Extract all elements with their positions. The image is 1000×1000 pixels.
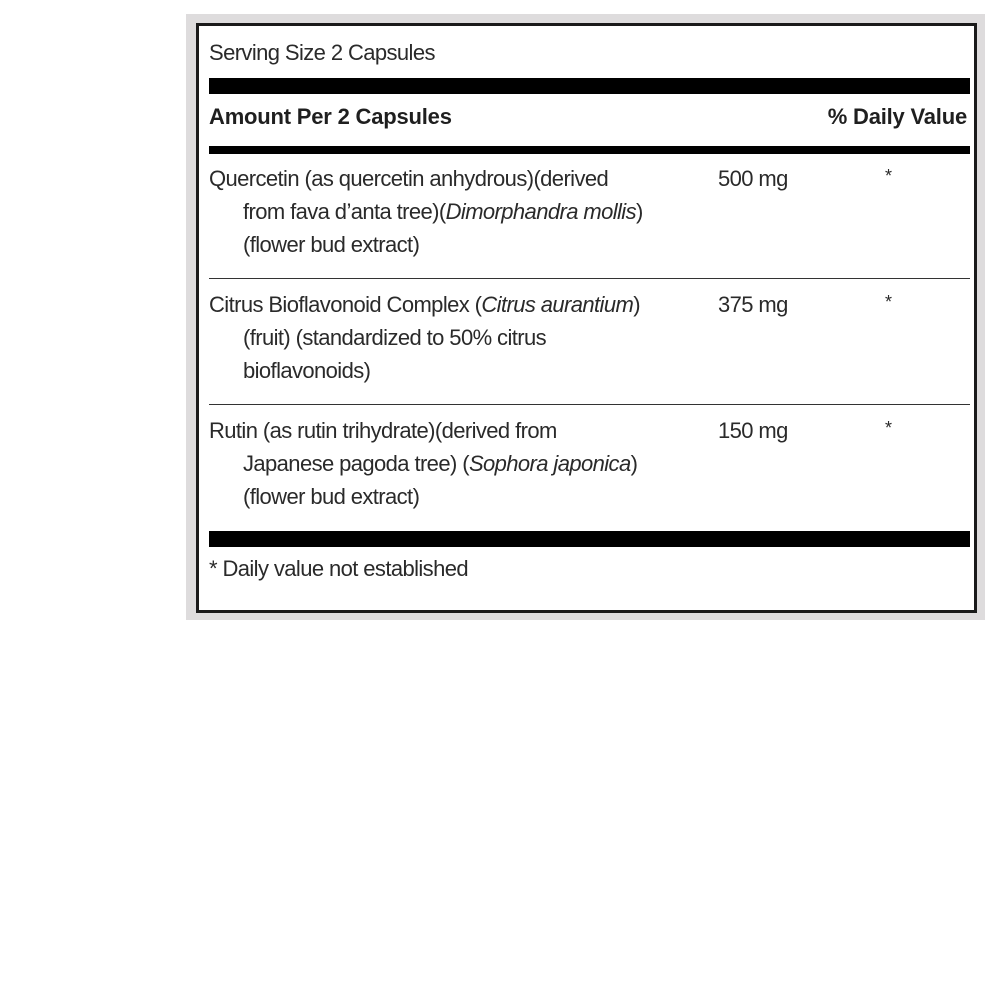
ingredient-text: ) — [630, 451, 638, 476]
ingredient-description — [209, 288, 699, 387]
supplement-facts-panel — [196, 23, 977, 613]
daily-value: * — [885, 166, 893, 186]
medium-divider — [209, 146, 970, 154]
footnote: * Daily value not established — [209, 556, 468, 581]
ingredient-line: (flower bud extract) — [243, 484, 420, 509]
ingredient-line — [209, 288, 699, 321]
daily-value: * — [885, 292, 893, 312]
serving-size: Serving Size 2 Capsules — [209, 40, 435, 65]
ingredient-line: Quercetin (as quercetin anhydrous)(derived — [209, 166, 609, 191]
ingredient-description — [209, 162, 699, 261]
botanical-name: Sophora japonica — [468, 451, 631, 476]
ingredient-line: Rutin (as rutin trihydrate)(derived from — [209, 418, 557, 443]
ingredient-text: ) — [633, 292, 640, 317]
thick-divider-top — [209, 78, 970, 94]
ingredient-line — [209, 447, 699, 480]
amount-per-serving-header: Amount Per 2 Capsules — [209, 104, 452, 129]
ingredient-text: ) — [635, 199, 643, 224]
botanical-name: Dimorphandra mollis — [445, 199, 636, 224]
ingredient-text: from fava d’anta tree)( — [243, 199, 446, 224]
ingredient-amount: 150 mg — [718, 418, 788, 443]
botanical-name: Citrus aurantium — [481, 292, 634, 317]
daily-value: * — [885, 418, 893, 438]
ingredient-amount: 375 mg — [718, 292, 788, 317]
ingredient-line: (fruit) (standardized to 50% citrus — [243, 325, 547, 350]
ingredient-description — [209, 414, 699, 513]
supplement-facts-frame — [186, 14, 985, 620]
ingredient-text: Citrus Bioflavonoid Complex ( — [209, 292, 482, 317]
daily-value-header: % Daily Value — [827, 104, 967, 129]
thick-divider-bottom — [209, 531, 970, 547]
ingredient-line — [209, 195, 699, 228]
row-divider — [209, 404, 970, 405]
ingredient-line: bioflavonoids) — [243, 358, 371, 383]
ingredient-amount: 500 mg — [718, 166, 788, 191]
row-divider — [209, 278, 970, 279]
ingredient-line: (flower bud extract) — [243, 232, 420, 257]
ingredient-text: Japanese pagoda tree) ( — [243, 451, 469, 476]
